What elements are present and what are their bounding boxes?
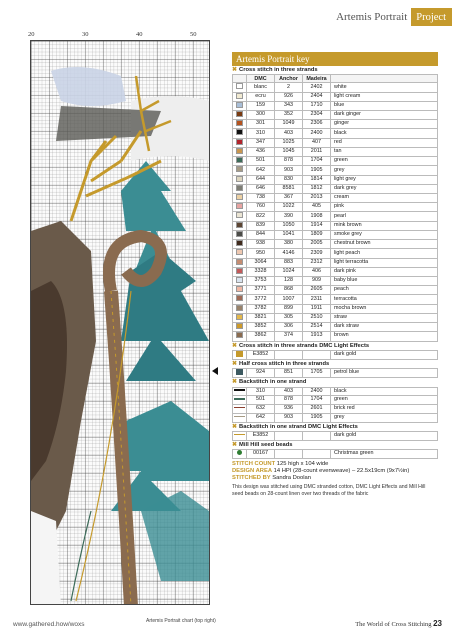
section-heading: ✖ Cross stitch in three strands [232,67,318,73]
section-heading: ✖ Backstitch in one strand [232,379,307,386]
axis-number: 40 [136,31,143,38]
cross-icon: ✖ [232,360,238,367]
section-heading: ✖ Half cross stitch in three strands [232,360,330,367]
swatch-icon [236,120,243,126]
stitched-by: STITCHED BY Sandra Doolan [232,475,311,482]
swatch-icon [236,240,243,246]
swatch-icon [236,305,243,311]
section-heading: ✖ Backstitch in one strand DMC Light Effects [232,423,358,430]
design-area: DESIGN AREA 14 HPI (28-count evenweave) – 22.5x19cm (9x7½in) [232,467,410,474]
table-row: 310 403 2400 black [233,129,438,138]
swatch-icon [236,259,243,265]
table-row: 738 367 2013 cream [233,194,438,203]
design-info [232,461,438,497]
cross-icon: ✖ [232,379,238,386]
swatch-icon [236,166,243,172]
axis-number: 50 [190,31,197,38]
swatch-icon [236,212,243,218]
table-row: 3772 1007 2311 terracotta [233,295,438,304]
table-row: 760 1022 405 pink [233,203,438,212]
green-stem [71,511,91,601]
cross-icon: ✖ [232,423,238,430]
column-header [331,75,438,83]
backstitch-line-icon [234,389,245,390]
cross-icon: ✖ [232,441,238,448]
table-row: 501 878 1704 green [233,157,438,166]
page-header [336,6,452,28]
swatch-icon [236,369,243,375]
table-row: 3782 899 1911 mocha brown [233,304,438,313]
swatch-icon [236,185,243,191]
swatch-icon [236,203,243,209]
swatch-icon [236,111,243,117]
chart-caption: Artemis Portrait chart (top right) [146,618,216,624]
key-table [232,449,438,459]
swatch-icon [236,148,243,154]
table-row: 642 903 1905 grey [233,413,438,422]
swatch-icon [236,277,243,283]
table-row: 3821 305 2510 straw [233,313,438,322]
axis-number: 20 [28,31,35,38]
column-header: Anchor [275,75,303,83]
table-row: 950 4146 2309 light peach [233,249,438,258]
backstitch-line-icon [234,434,245,435]
table-row: 839 1050 1914 mink brown [233,221,438,230]
table-row: 3862 374 1913 brown [233,332,438,341]
tree-middle [121,251,209,381]
swatch-icon [236,295,243,301]
swatch-icon [236,157,243,163]
swatch-icon [236,139,243,145]
swatch-icon [236,83,243,89]
table-row: 301 1049 2306 ginger [233,120,438,129]
table-row: 642 903 1905 grey [233,166,438,175]
backstitch-line-icon [234,398,245,399]
table-row: 3771 868 2605 peach [233,286,438,295]
swatch-icon [236,351,243,357]
cross-icon: ✖ [232,67,238,73]
key-table [232,431,438,441]
bead-icon [237,450,242,455]
key-table [232,74,438,341]
footer-magazine: The World of Cross Stitching 23 [355,619,442,628]
table-row: 632 936 2601 brick red [233,405,438,414]
table-row: E3852 dark gold [233,350,438,359]
chart-artwork [31,41,210,605]
cross-stitch-chart [22,31,218,608]
section-heading: ✖ Mill Hill seed beads [232,441,293,448]
table-row: 938 380 2005 chestnut brown [233,240,438,249]
swatch-icon [236,268,243,274]
key-table [232,350,438,360]
page-number: 23 [433,619,442,628]
backstitch-line-icon [234,416,245,417]
axis-number: 30 [82,31,89,38]
swatch-icon [236,286,243,292]
cross-icon: ✖ [232,342,238,349]
backstitch-line-icon [234,407,245,408]
swatch-icon [236,176,243,182]
key-title: Artemis Portrait key [232,52,438,66]
design-note: This design was stitched using DMC stranded cotton, DMC Light Effects and Mill Hill seed beads on 28-count linen over two threads of the fabric [232,484,426,497]
table-row: 3852 306 2514 dark straw [233,323,438,332]
chart-key [232,52,438,497]
table-row: 844 1041 1809 smoke grey [233,230,438,239]
swatch-icon [236,102,243,108]
swatch-icon [236,93,243,99]
sky-patch [51,67,126,106]
chart-grid [30,40,210,605]
table-row: 822 390 1908 pearl [233,212,438,221]
section-tag: Project [411,8,452,26]
swatch-icon [236,249,243,255]
swatch-icon [236,332,243,338]
table-row: 644 830 1814 light grey [233,175,438,184]
key-table [232,368,438,378]
swatch-icon [236,194,243,200]
table-row: 159 343 1710 blue [233,101,438,110]
footer-url: www.gathered.how/woxs [13,621,85,628]
table-row: blanc 2 2402 white [233,83,438,92]
swatch-icon [236,129,243,135]
section-heading: ✖ Cross stitch in three strands DMC Light Effects [232,342,370,349]
swatch-icon [236,314,243,320]
table-row: 646 8581 1812 dark grey [233,184,438,193]
table-row: 300 352 2304 dark ginger [233,111,438,120]
table-row: 436 1045 2011 tan [233,147,438,156]
center-arrow-icon [212,367,218,375]
swatch-icon [236,222,243,228]
stitch-count: STITCH COUNT 125 high x 104 wide [232,460,329,467]
key-table [232,387,438,423]
table-row: E3852 dark gold [233,431,438,440]
table-row: 00167 Christmas green [233,449,438,458]
column-header: DMC [247,75,275,83]
table-row: ecru 926 2404 light cream [233,92,438,101]
swatch-icon [236,231,243,237]
table-row: 501 878 1704 green [233,396,438,405]
swatch-icon [236,323,243,329]
column-header: Madeira [303,75,331,83]
magazine-title: Artemis Portrait [336,11,408,23]
table-row: 347 1025 407 red [233,138,438,147]
table-row: 3328 1024 406 dark pink [233,267,438,276]
table-row: 310 403 2400 black [233,387,438,396]
table-row: 3064 883 2312 light terracotta [233,258,438,267]
table-row: 3753 128 909 baby blue [233,276,438,285]
table-row: 924 851 1705 petrol blue [233,369,438,378]
